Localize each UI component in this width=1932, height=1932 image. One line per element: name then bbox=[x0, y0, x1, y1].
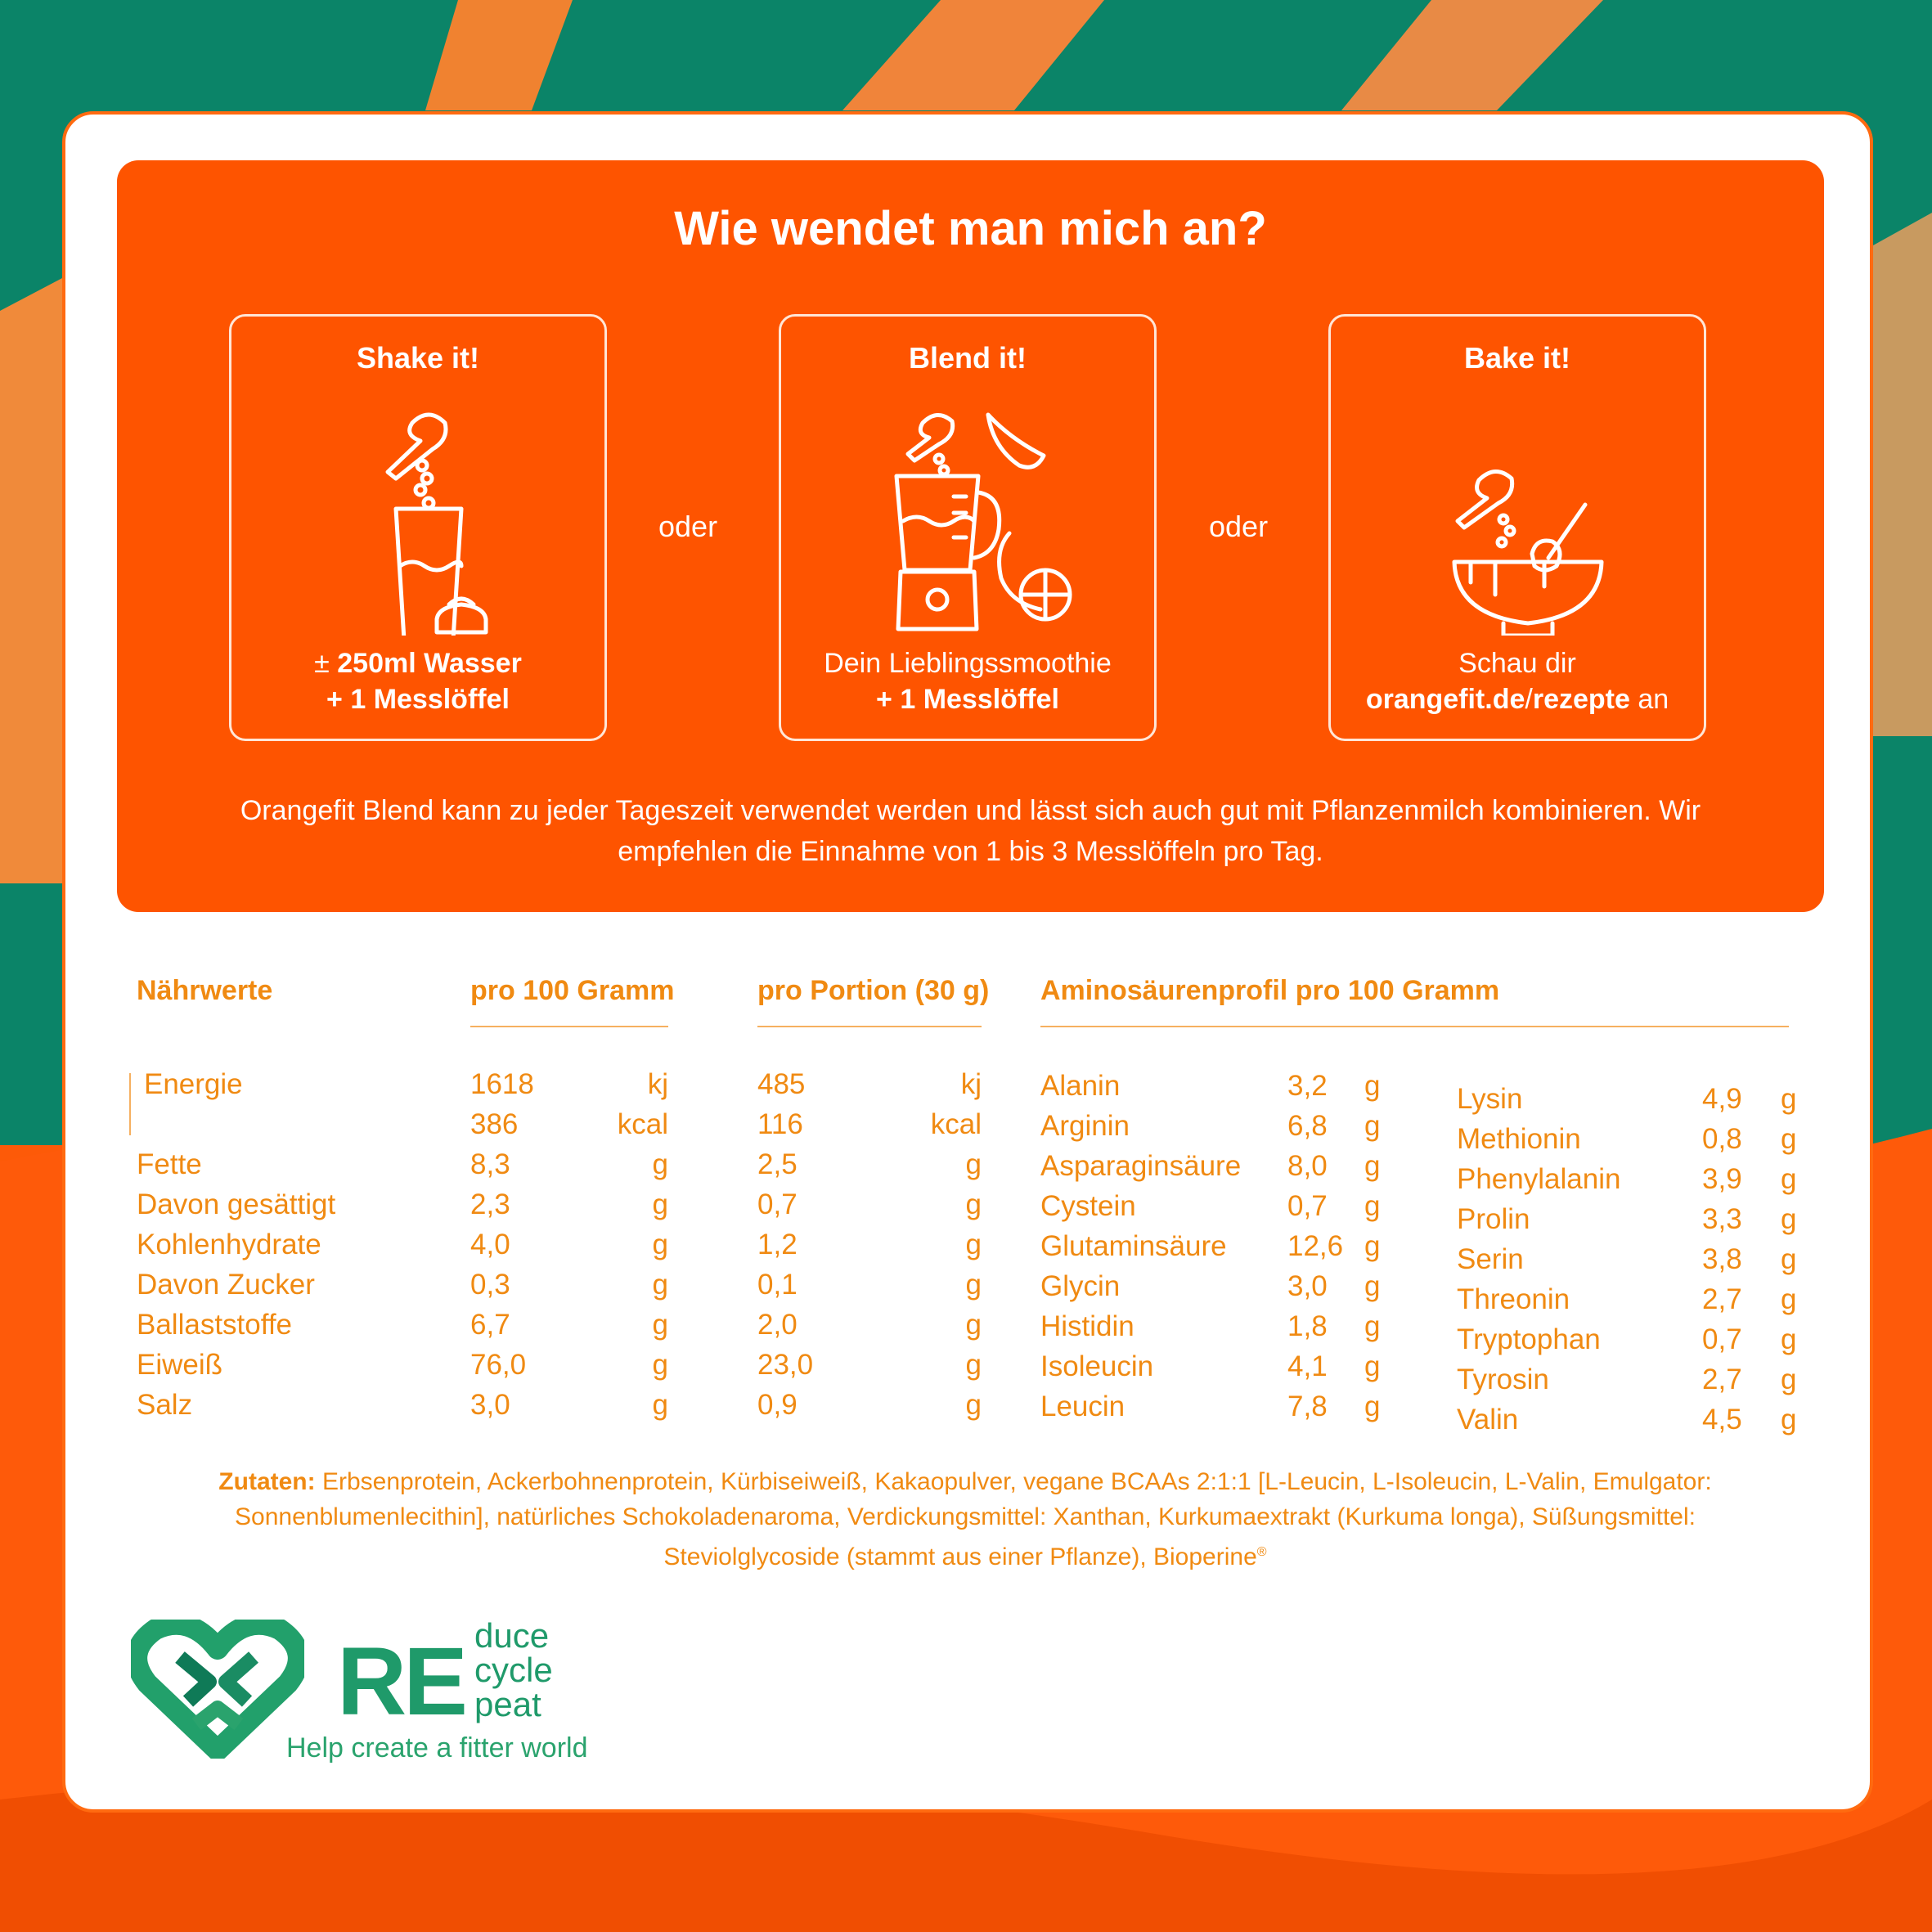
table-row: Davon gesättigt 2,3 g 0,7 g bbox=[137, 1188, 982, 1220]
list-item: Phenylalanin 3,9 g bbox=[1457, 1163, 1797, 1195]
ingredients-label: Zutaten: bbox=[218, 1468, 316, 1495]
table-row: 386 kcal 116 kcal bbox=[470, 1108, 982, 1140]
table-row: Kohlenhydrate 4,0 g 1,2 g bbox=[137, 1229, 982, 1260]
reduce-recycle-logo bbox=[131, 1616, 622, 1767]
method-blend-text: Dein Lieblingssmoothie + 1 Messlöffel bbox=[824, 648, 1112, 715]
table-row: Ballaststoffe 6,7 g 2,0 g bbox=[137, 1309, 982, 1341]
list-item: Valin 4,5 g bbox=[1457, 1404, 1797, 1436]
list-item: Prolin 3,3 g bbox=[1457, 1203, 1797, 1235]
method-shake bbox=[229, 314, 607, 741]
amino-header: Aminosäurenprofil pro 100 Gramm bbox=[1040, 975, 1500, 1006]
table-row: Salz 3,0 g 0,9 g bbox=[137, 1389, 982, 1421]
list-item: Asparaginsäure 8,0 g bbox=[1040, 1150, 1381, 1182]
method-bake bbox=[1328, 314, 1706, 741]
method-blend-title: Blend it! bbox=[909, 341, 1027, 375]
list-item: Alanin 3,2 g bbox=[1040, 1070, 1381, 1102]
usage-title: Wie wendet man mich an? bbox=[674, 202, 1267, 255]
header-rule-portion bbox=[757, 1026, 982, 1027]
list-item: Methionin 0,8 g bbox=[1457, 1123, 1797, 1155]
list-item: Glycin 3,0 g bbox=[1040, 1270, 1381, 1302]
list-item: Serin 3,8 g bbox=[1457, 1243, 1797, 1275]
logo-peat: peat bbox=[474, 1685, 541, 1723]
list-item: Threonin 2,7 g bbox=[1457, 1283, 1797, 1315]
list-item: Leucin 7,8 g bbox=[1040, 1391, 1381, 1422]
logo-cycle: cycle bbox=[474, 1651, 553, 1689]
usage-panel bbox=[117, 160, 1824, 912]
recycle-heart-icon bbox=[131, 1620, 304, 1759]
list-item: Tryptophan 0,7 g bbox=[1457, 1323, 1797, 1355]
table-row: Eiweiß 76,0 g 23,0 g bbox=[137, 1349, 982, 1381]
method-shake-text: ± 250ml Wasser + 1 Messlöffel bbox=[314, 648, 522, 715]
usage-description: Orangefit Blend kann zu jeder Tageszeit verwendet werden und lässt sich auch gut mit Pflanzenmilch kombinieren. Wir empfehlen die Einnahme von 1 bis 3 Messlöffeln pro Tag. bbox=[240, 795, 1701, 867]
method-shake-title: Shake it! bbox=[356, 341, 480, 375]
list-item: Tyrosin 2,7 g bbox=[1457, 1364, 1797, 1395]
logo-re: RE bbox=[337, 1628, 465, 1736]
table-row: Davon Zucker 0,3 g 0,1 g bbox=[137, 1269, 982, 1301]
table-row: Energie 1618 kj 485 kj bbox=[144, 1068, 982, 1100]
list-item: Glutaminsäure 12,6 g bbox=[1040, 1230, 1381, 1262]
ingredients-text: Zutaten: Erbsenprotein, Ackerbohnenprotein, Kürbiseiweiß, Kakaopulver, vegane BCAAs 2:1:1 [L-Leucin, L-Isoleucin, L-Valin, Emulgator: Sonnenblumenlecithin], natürliches Schokoladenaroma, Verdickungsmittel: Xanthan, Kurkumaextrakt (Kurkuma longa), Süßungsmittel: Steviolglycoside (stammt aus einer Pflanze), Bioperine® bbox=[218, 1468, 1712, 1570]
logo-tagline: Help create a fitter world bbox=[286, 1732, 588, 1764]
nutrition-header-label: Nährwerte bbox=[137, 975, 273, 1006]
list-item: Arginin 6,8 g bbox=[1040, 1110, 1381, 1142]
list-item: Histidin 1,8 g bbox=[1040, 1310, 1381, 1342]
blender-icon bbox=[847, 390, 1093, 636]
list-item: Cystein 0,7 g bbox=[1040, 1190, 1381, 1222]
or-label-1: oder bbox=[658, 510, 718, 543]
logo-duce: duce bbox=[474, 1616, 550, 1655]
nutrition-header-100g: pro 100 Gramm bbox=[470, 975, 675, 1006]
list-item: Isoleucin 4,1 g bbox=[1040, 1350, 1381, 1382]
method-bake-title: Bake it! bbox=[1463, 341, 1571, 375]
nutrition-header-portion: pro Portion (30 g) bbox=[757, 975, 990, 1006]
mixing-bowl-icon bbox=[1397, 390, 1642, 636]
method-bake-text: Schau dir orangefit.de/rezepte an bbox=[1365, 648, 1669, 715]
or-label-2: oder bbox=[1209, 510, 1269, 543]
table-row: Fette 8,3 g 2,5 g bbox=[137, 1148, 982, 1180]
list-item: Lysin 4,9 g bbox=[1457, 1083, 1797, 1115]
header-rule-100g bbox=[470, 1026, 668, 1027]
shaker-icon bbox=[298, 390, 543, 636]
method-blend bbox=[779, 314, 1157, 741]
header-rule-amino bbox=[1040, 1026, 1789, 1027]
